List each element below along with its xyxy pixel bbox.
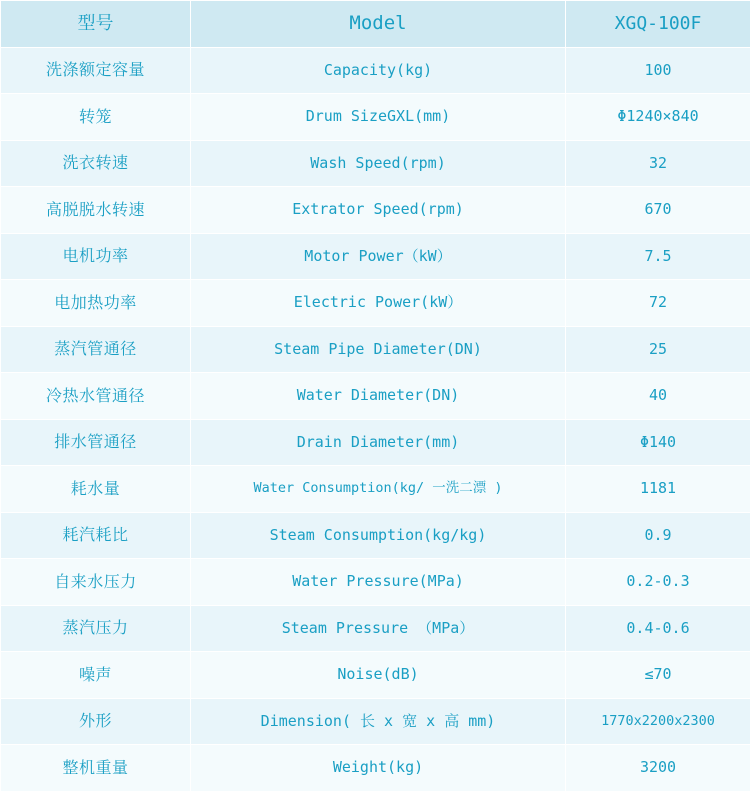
cell-spec-name: 蒸汽压力 <box>1 605 191 652</box>
table-row <box>1 47 750 94</box>
table-row <box>1 745 750 792</box>
header-cell-model-en: Model <box>191 1 566 48</box>
cell-spec-value: 72 <box>566 280 750 327</box>
table-row <box>1 140 750 187</box>
cell-spec-value: 1770x2200x2300 <box>566 698 750 745</box>
table-row <box>1 419 750 466</box>
table-header-row <box>1 1 750 48</box>
cell-spec-name: 整机重量 <box>1 745 191 792</box>
cell-spec-name: 耗汽耗比 <box>1 512 191 559</box>
cell-spec-model: Noise(dB) <box>191 652 566 699</box>
table-row <box>1 605 750 652</box>
cell-spec-model: Drain Diameter(mm) <box>191 419 566 466</box>
table-row <box>1 326 750 373</box>
cell-spec-value: 0.9 <box>566 512 750 559</box>
table-row <box>1 466 750 513</box>
table-row <box>1 698 750 745</box>
cell-spec-model: Steam Pressure （MPa） <box>191 605 566 652</box>
cell-spec-value: 25 <box>566 326 750 373</box>
cell-spec-name: 电机功率 <box>1 233 191 280</box>
cell-spec-name: 噪声 <box>1 652 191 699</box>
cell-spec-value: 1181 <box>566 466 750 513</box>
cell-spec-model: Dimension( 长 x 宽 x 高 mm) <box>191 698 566 745</box>
cell-spec-value: 3200 <box>566 745 750 792</box>
table-body <box>1 47 750 791</box>
cell-spec-value: 32 <box>566 140 750 187</box>
cell-spec-value: 100 <box>566 47 750 94</box>
table-row <box>1 512 750 559</box>
cell-spec-name: 外形 <box>1 698 191 745</box>
cell-spec-model: Drum SizeGXL(mm) <box>191 94 566 141</box>
cell-spec-name: 冷热水管通径 <box>1 373 191 420</box>
cell-spec-name: 高脱脱水转速 <box>1 187 191 234</box>
cell-spec-name: 电加热功率 <box>1 280 191 327</box>
cell-spec-name: 洗涤额定容量 <box>1 47 191 94</box>
cell-spec-model: Motor Power（kW） <box>191 233 566 280</box>
cell-spec-value: 670 <box>566 187 750 234</box>
cell-spec-name: 洗衣转速 <box>1 140 191 187</box>
cell-spec-model: Extrator Speed(rpm) <box>191 187 566 234</box>
table-row <box>1 373 750 420</box>
cell-spec-value: 40 <box>566 373 750 420</box>
cell-spec-name: 转笼 <box>1 94 191 141</box>
cell-spec-model: Water Diameter(DN) <box>191 373 566 420</box>
cell-spec-model: Steam Consumption(kg/kg) <box>191 512 566 559</box>
cell-spec-model: Weight(kg) <box>191 745 566 792</box>
table-row <box>1 652 750 699</box>
cell-spec-name: 自来水压力 <box>1 559 191 606</box>
cell-spec-value: 0.2-0.3 <box>566 559 750 606</box>
cell-spec-model: Capacity(kg) <box>191 47 566 94</box>
cell-spec-value: Φ1240×840 <box>566 94 750 141</box>
cell-spec-name: 蒸汽管通径 <box>1 326 191 373</box>
cell-spec-name: 耗水量 <box>1 466 191 513</box>
table-row <box>1 233 750 280</box>
cell-spec-model: Electric Power(kW） <box>191 280 566 327</box>
cell-spec-model: Steam Pipe Diameter(DN) <box>191 326 566 373</box>
table-row <box>1 187 750 234</box>
cell-spec-value: Φ140 <box>566 419 750 466</box>
cell-spec-model: Water Pressure(MPa) <box>191 559 566 606</box>
cell-spec-value: 0.4-0.6 <box>566 605 750 652</box>
table-row <box>1 280 750 327</box>
cell-spec-value: 7.5 <box>566 233 750 280</box>
cell-spec-name: 排水管通径 <box>1 419 191 466</box>
header-cell-model-number: XGQ-100F <box>566 1 750 48</box>
cell-spec-value: ≤70 <box>566 652 750 699</box>
table-row <box>1 94 750 141</box>
table-row <box>1 559 750 606</box>
header-cell-model-cn: 型号 <box>1 1 191 48</box>
table-header <box>1 1 750 48</box>
cell-spec-model: Wash Speed(rpm) <box>191 140 566 187</box>
cell-spec-model: Water Consumption(kg/ 一洗二漂 ) <box>191 466 566 513</box>
